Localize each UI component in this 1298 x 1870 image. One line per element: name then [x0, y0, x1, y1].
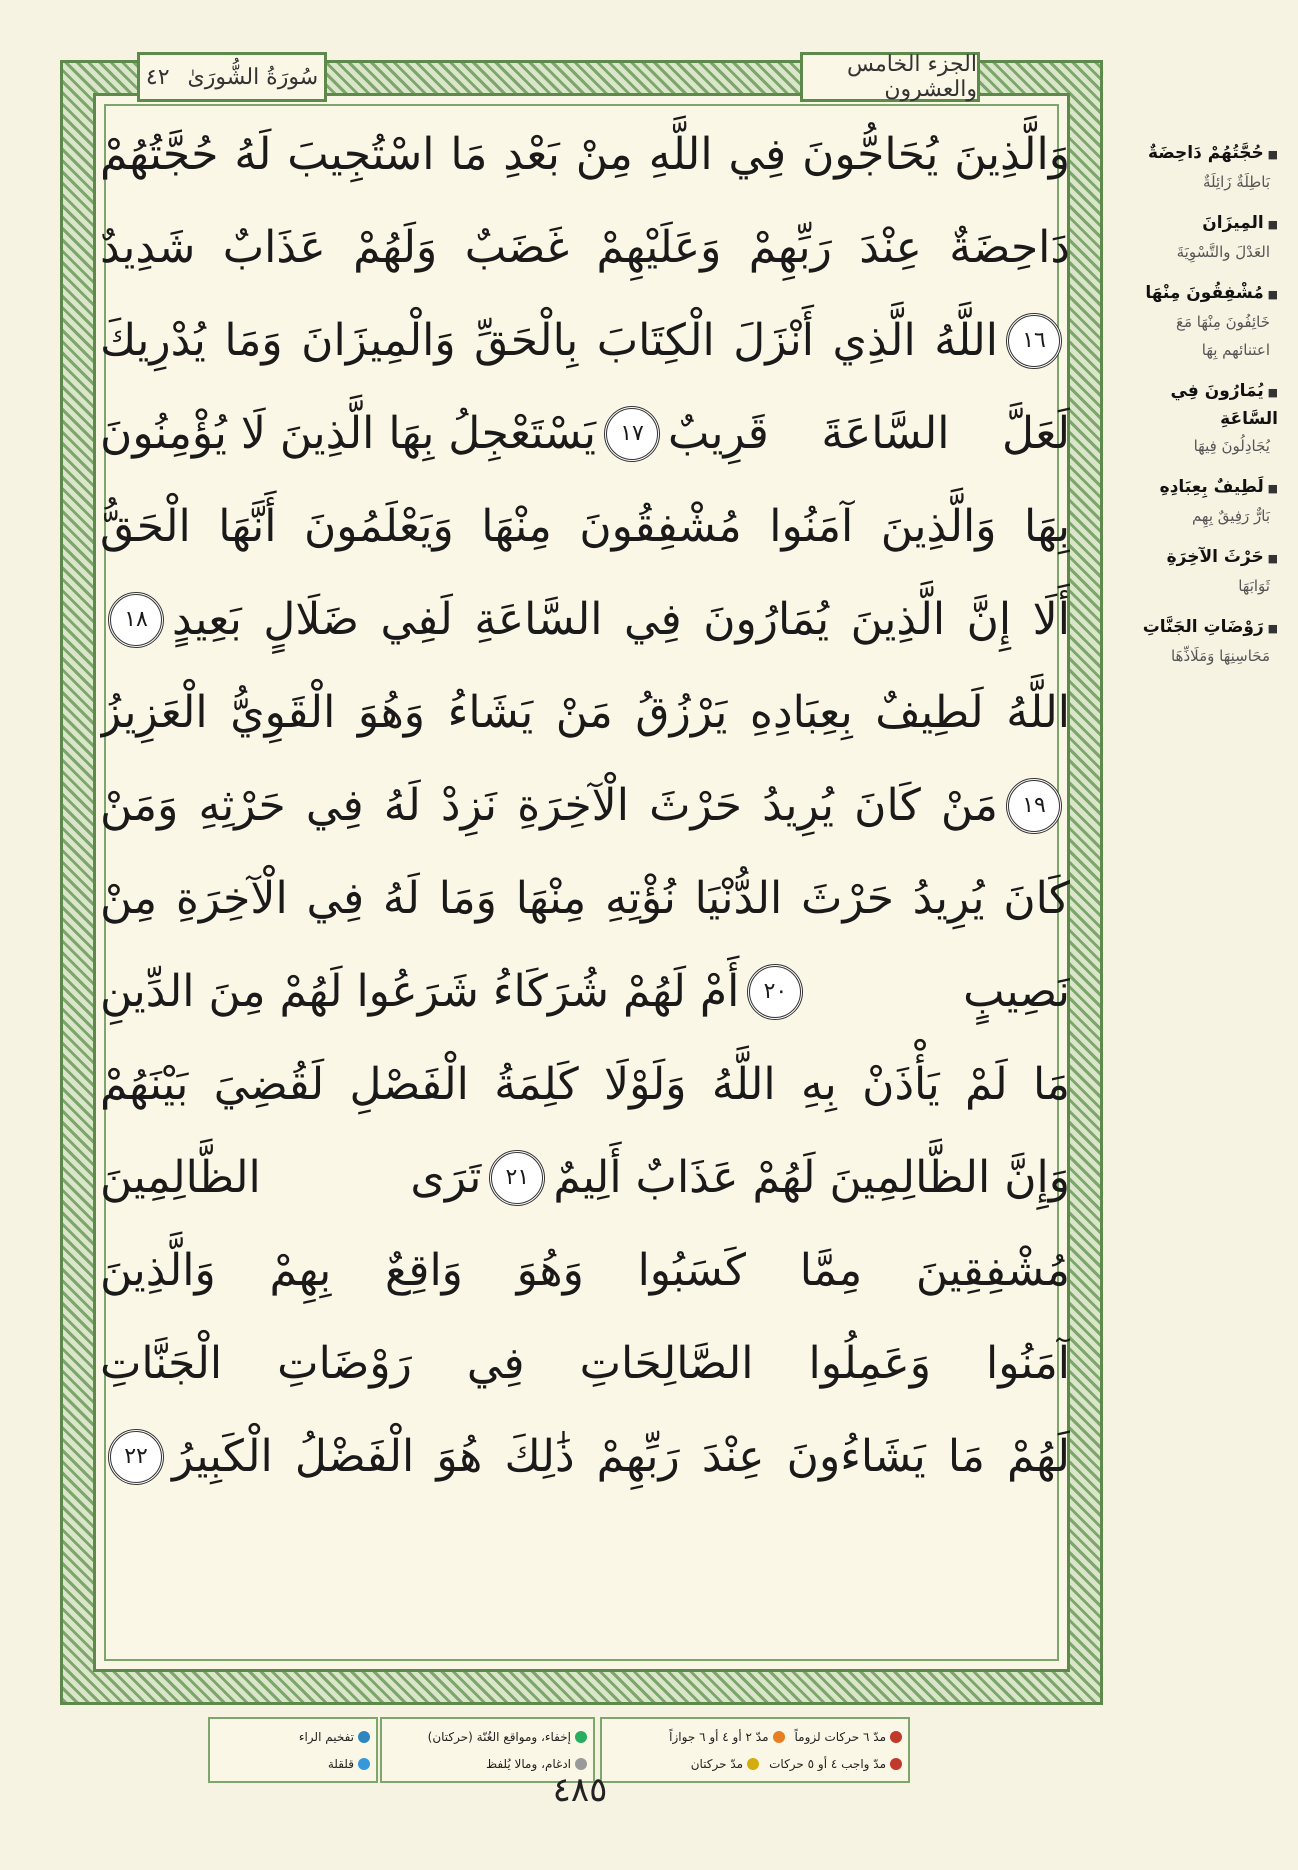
legend-row [388, 1757, 587, 1771]
verses-block [100, 108, 1070, 1503]
legend-label: قلقلة [327, 1756, 354, 1771]
legend-row [216, 1730, 370, 1744]
legend-item [669, 1730, 784, 1744]
verse-line [100, 201, 1070, 294]
verse-text: مُشْفِقِينَ مِمَّا كَسَبُوا وَهُوَ وَاقِعٌ بِهِمْ وَالَّذِينَ [100, 1245, 1070, 1296]
color-dot-icon [358, 1758, 370, 1770]
color-dot-icon [575, 1758, 587, 1770]
glossary-item [1128, 544, 1278, 600]
glossary-term: ■ يُمَارُونَ فِي السَّاعَةِ [1128, 378, 1278, 432]
verse-text: أَلَا إِنَّ الَّذِينَ يُمَارُونَ فِي السَّاعَةِ لَفِي ضَلَالٍ بَعِيدٍ [172, 594, 1070, 645]
glossary-term: ■ لَطِيفٌ بِعِبَادِهِ [1128, 474, 1278, 502]
verse-line [100, 945, 1070, 1038]
verse-line [100, 852, 1070, 945]
legend-item [299, 1730, 370, 1744]
verse-text: آمَنُوا وَعَمِلُوا الصَّالِحَاتِ فِي رَوْضَاتِ الْجَنَّاتِ [100, 1338, 1070, 1389]
legend-label: مدّ حركتان [690, 1756, 744, 1771]
glossary-sidebar [1128, 140, 1278, 684]
glossary-definition: خَائِفُونَ مِنْهَا مَعَ اعتنائهم بِهَا [1176, 313, 1270, 359]
juz-name: الجزء الخامس والعشرون [846, 52, 977, 102]
juz-header [800, 52, 980, 102]
color-dot-icon [890, 1758, 902, 1770]
verse-text: اللَّهُ لَطِيفٌ بِعِبَادِهِ يَرْزُقُ مَنْ يَشَاءُ وَهُوَ الْقَوِيُّ الْعَزِيزُ [100, 687, 1070, 738]
verse-text: تَرَى الظَّالِمِينَ [100, 1152, 482, 1203]
legend-label: مدّ واجب ٤ أو ٥ حركات [769, 1756, 886, 1771]
verse-number-marker: ١٧ [604, 406, 660, 462]
verse-text: وَالَّذِينَ يُحَاجُّونَ فِي اللَّهِ مِنْ بَعْدِ مَا اسْتُجِيبَ لَهُ حُجَّتُهُمْ [100, 129, 1070, 180]
glossary-item [1128, 280, 1278, 364]
verse-line [100, 573, 1070, 666]
glossary-definition: يُجَادِلُونَ فِيهَا [1193, 437, 1270, 455]
color-dot-icon [890, 1731, 902, 1743]
legend-item [769, 1757, 902, 1771]
legend-label: مدّ ٦ حركات لزوماً [794, 1729, 886, 1744]
verse-text: يَسْتَعْجِلُ بِهَا الَّذِينَ لَا يُؤْمِنُونَ [100, 408, 597, 459]
page-number: ٤٨٥ [552, 1770, 608, 1810]
legend-row [388, 1730, 587, 1744]
surah-name: سُورَةُ الشُّورَىٰ [187, 64, 319, 90]
verse-text: مَنْ كَانَ يُرِيدُ حَرْثَ الْآخِرَةِ نَزِدْ لَهُ فِي حَرْثِهِ وَمَنْ [100, 780, 998, 831]
legend-label: ادغام، ومالا يُلفظ [485, 1756, 571, 1771]
glossary-item [1128, 210, 1278, 266]
legend-item [795, 1730, 903, 1744]
glossary-definition: بَاطِلَةٌ زَائِلَةٌ [1202, 173, 1270, 191]
glossary-term: ■ حُجَّتُهُمْ دَاحِضَةٌ [1128, 140, 1278, 168]
verse-number-marker: ١٦ [1006, 313, 1062, 369]
color-dot-icon [575, 1731, 587, 1743]
surah-page-number: ٤٢ [145, 64, 170, 90]
verse-line [100, 666, 1070, 759]
verse-number-marker: ٢١ [489, 1150, 545, 1206]
verse-number-marker: ٢٠ [747, 964, 803, 1020]
verse-text: أَمْ لَهُمْ شُرَكَاءُ شَرَعُوا لَهُمْ مِنَ الدِّينِ [100, 966, 740, 1017]
color-dot-icon [747, 1758, 759, 1770]
verse-line [100, 1317, 1070, 1410]
glossary-term: ■ مُشْفِقُونَ مِنْهَا [1128, 280, 1278, 308]
legend-label: إخفاء، ومواقع الغُنّة (حركتان) [427, 1729, 571, 1744]
glossary-term: ■ المِيزَانَ [1128, 210, 1278, 238]
verse-text: نَصِيبٍ [963, 966, 1070, 1017]
verse-line [100, 1224, 1070, 1317]
legend-row [608, 1730, 902, 1744]
glossary-definition: مَحَاسِنِهَا وَمَلَاذِّهَا [1170, 647, 1270, 665]
legend-item [328, 1757, 370, 1771]
verse-text: كَانَ يُرِيدُ حَرْثَ الدُّنْيَا نُؤْتِهِ مِنْهَا وَمَا لَهُ فِي الْآخِرَةِ مِنْ [100, 873, 1070, 924]
legend-item [486, 1757, 587, 1771]
legend-row [608, 1757, 902, 1771]
verse-line [100, 480, 1070, 573]
verse-number-marker: ٢٢ [108, 1429, 164, 1485]
legend-label: مدّ ٢ أو ٤ أو ٦ جوازاً [669, 1729, 769, 1744]
verse-text: بِهَا وَالَّذِينَ آمَنُوا مُشْفِقُونَ مِنْهَا وَيَعْلَمُونَ أَنَّهَا الْحَقُّ [100, 501, 1070, 552]
verse-line [100, 1038, 1070, 1131]
verse-line [100, 759, 1070, 852]
verse-line [100, 294, 1070, 387]
verse-text: لَعَلَّ السَّاعَةَ قَرِيبٌ [668, 408, 1070, 459]
verse-text: وَإِنَّ الظَّالِمِينَ لَهُمْ عَذَابٌ أَلِيمٌ [553, 1152, 1070, 1203]
glossary-item [1128, 140, 1278, 196]
verse-text: اللَّهُ الَّذِي أَنْزَلَ الْكِتَابَ بِالْحَقِّ وَالْمِيزَانَ وَمَا يُدْرِيكَ [100, 315, 998, 366]
glossary-definition: بَارٌّ رَفِيقٌ بِهِم [1191, 507, 1270, 525]
verse-text: دَاحِضَةٌ عِنْدَ رَبِّهِمْ وَعَلَيْهِمْ غَضَبٌ وَلَهُمْ عَذَابٌ شَدِيدٌ [100, 222, 1070, 273]
surah-header [137, 52, 327, 102]
verse-text: مَا لَمْ يَأْذَنْ بِهِ اللَّهُ وَلَوْلَا كَلِمَةُ الْفَصْلِ لَقُضِيَ بَيْنَهُمْ [100, 1059, 1070, 1110]
verse-text: لَهُمْ مَا يَشَاءُونَ عِنْدَ رَبِّهِمْ ذَٰلِكَ هُوَ الْفَضْلُ الْكَبِيرُ [172, 1431, 1070, 1482]
verse-line [100, 1410, 1070, 1503]
verse-number-marker: ١٨ [108, 592, 164, 648]
legend-item [428, 1730, 587, 1744]
verse-line [100, 1131, 1070, 1224]
glossary-item [1128, 474, 1278, 530]
glossary-term: ■ رَوْضَاتِ الجَنَّاتِ [1128, 614, 1278, 642]
glossary-item [1128, 614, 1278, 670]
legend-row [216, 1757, 370, 1771]
glossary-definition: العَدْلَ والتَّسْوِيَةَ [1176, 243, 1270, 261]
verse-number-marker: ١٩ [1006, 778, 1062, 834]
color-dot-icon [773, 1731, 785, 1743]
legend-item [691, 1757, 759, 1771]
glossary-item [1128, 378, 1278, 460]
glossary-definition: ثَوَابَهَا [1238, 577, 1270, 595]
color-dot-icon [358, 1731, 370, 1743]
verse-line [100, 108, 1070, 201]
legend-label: تفخيم الراء [298, 1729, 354, 1744]
glossary-term: ■ حَرْثَ الآخِرَةِ [1128, 544, 1278, 572]
verse-line [100, 387, 1070, 480]
